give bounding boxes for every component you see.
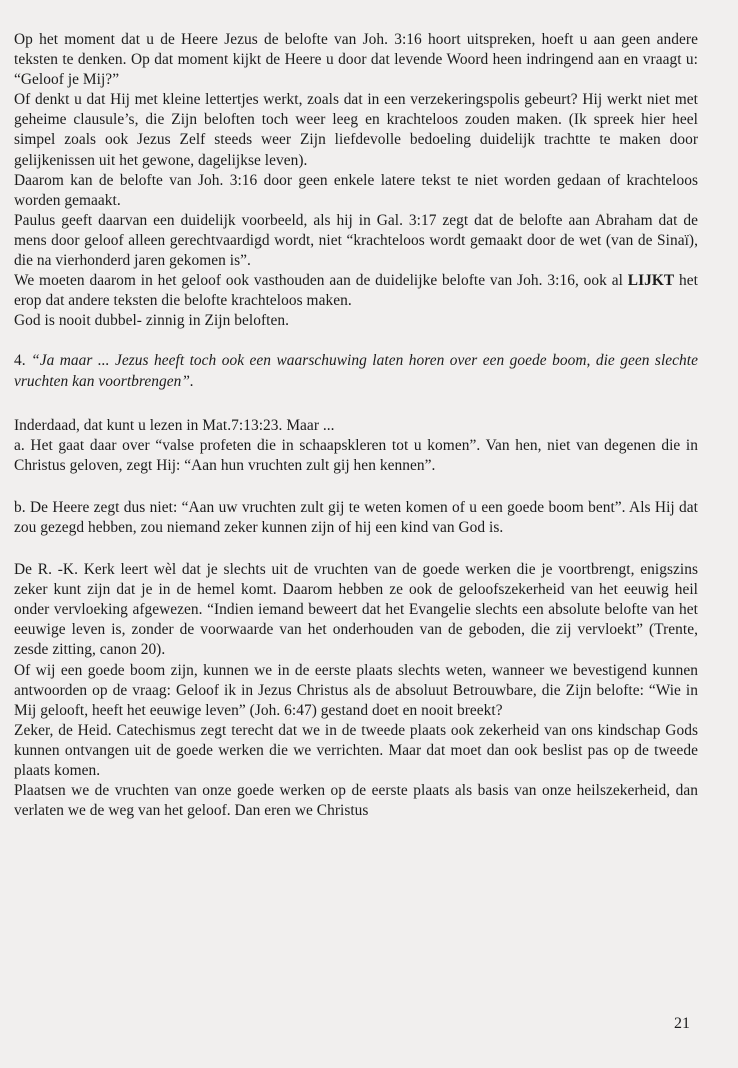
paragraph-2: Of denkt u dat Hij met kleine lettertjes werkt, zoals dat in een verzekeringspolis gebeurt? Hij werkt niet met geheime clausule’s, die Zijn beloften toch weer leeg en krachteloos zouden maken. (Ik spreek hier heel simpel zoals ook Jezus Zelf steeds weer Zijn liefdevolle bedoeling duidelijk trachtte te maken door gelijkenissen uit het gewone, dagelijkse leven).	[14, 91, 698, 169]
point-a: a. Het gaat daar over “valse profeten die in schaapskleren tot u komen”. Van hen, niet van degenen die in Christus geloven, zegt Hij: “Aan hun vruchten zult gij hen kennen”.	[14, 436, 698, 474]
paragraph-8: Inderdaad, dat kunt u lezen in Mat.7:13:23. Maar ...	[14, 416, 335, 434]
paragraph-1: Op het moment dat u de Heere Jezus de belofte van Joh. 3:16 hoort uitspreken, hoeft u aan geen andere teksten te denken. Op dat moment kijkt de Heere u door dat levende Woord heen indringend aan en vraagt u: “Geloof je Mij?”	[14, 31, 698, 89]
point-b: b. De Heere zegt dus niet: “Aan uw vruchten zult gij te weten komen of u een goede boom bent”. Als Hij dat zou gezegd hebben, zou niemand zeker kunnen zijn of hij een kind van God is.	[14, 498, 698, 536]
paragraph-3: Daarom kan de belofte van Joh. 3:16 door geen enkele latere tekst te niet worden gedaan of krachteloos worden gemaakt.	[14, 171, 698, 209]
emphasis-lijkt: LIJKT	[627, 272, 675, 290]
paragraph-4: Paulus geeft daarvan een duidelijk voorbeeld, als hij in Gal. 3:17 zegt dat de belofte aan Abraham dat de mens door geloof alleen gerechtvaardigd wordt, niet “krachteloos wordt gemaakt door de wet (van de Sinaï), die na vierhonderd jaren gekomen is”.	[14, 211, 698, 270]
paragraph-11: De R. -K. Kerk leert wèl dat je slechts uit de vruchten van de goede werken die je voortbrengt, enigszins zeker kunt zijn dat je in de hemel komt. Daarom hebben ze ook de geloofszekerheid van het eeuwig heil onder vervloeking afgewezen. “Indien iemand beweert dat het Evangelie slechts een absolute belofte van het eeuwige leven is, zonder de voorwaarde van het onderhouden van de geboden, die zij vervloekt” (Trente, zesde zitting, canon 20).	[14, 561, 698, 659]
paragraph-5-text-before: We moeten daarom in het geloof ook vasthouden aan de duidelijke belofte van Joh. 3:16, ook al	[14, 272, 628, 290]
paragraph-13: Zeker, de Heid. Catechismus zegt terecht dat we in de tweede plaats ook zekerheid van ons kindschap Gods kunnen ontvangen uit de goede werken die we verrichten. Maar dat moet dan ook beslist pas op de tweede plaats komen.	[14, 721, 698, 779]
paragraph-14: Plaatsen we de vruchten van onze goede werken op de eerste plaats als basis van onze heilszekerheid, dan verlaten we de weg van het geloof. Dan eren we Christus	[14, 782, 698, 820]
objection-4	[14, 351, 698, 391]
paragraph-6: God is nooit dubbel- zinnig in Zijn beloften.	[14, 312, 289, 330]
paragraph-12: Of wij een goede boom zijn, kunnen we in de eerste plaats slechts weten, wanneer we bevestigend kunnen antwoorden op de vraag: Geloof ik in Jezus Christus als de absoluut Betrouwbare, die Zijn belofte: “Wie in Mij gelooft, heeft het eeuwige leven” (Joh. 6:47) gestand doet en nooit breekt?	[14, 661, 698, 719]
page-number: 21	[674, 1015, 690, 1032]
objection-number: 4.	[14, 352, 32, 370]
objection-quote: “Ja maar ... Jezus heeft toch ook een waarschuwing laten horen over een goede boom, die geen slechte vruchten kan voortbrengen”.	[14, 352, 698, 390]
paragraph-5-text-after: het erop dat andere teksten die belofte krachteloos maken.	[14, 272, 698, 310]
paragraph-5	[14, 271, 698, 311]
page-body	[14, 30, 698, 821]
